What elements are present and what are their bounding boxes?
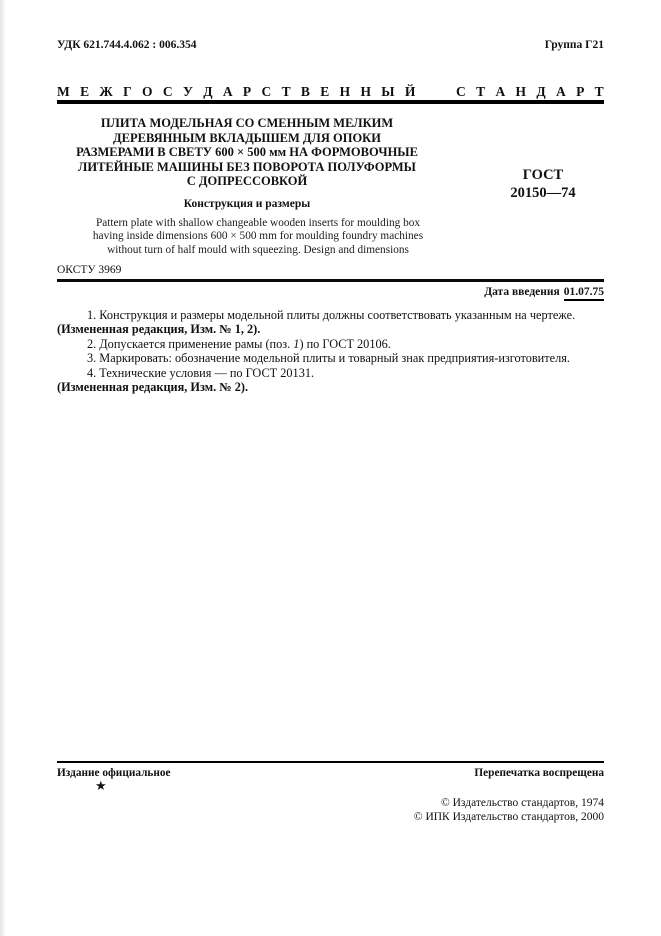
okstu-code: ОКСТУ 3969: [57, 264, 122, 276]
clause-2-position-ref: 1: [293, 336, 300, 351]
page-content-area: [57, 0, 604, 936]
reprint-prohibited-label: Перепечатка воспрещена: [474, 767, 604, 779]
english-annotation-line: having inside dimensions 600 × 500 mm for moulding foundry machines: [92, 230, 424, 243]
gost-designation-number: 20150—74: [510, 185, 576, 201]
english-annotation: [57, 217, 459, 257]
title-line: ЛИТЕЙНЫЕ МАШИНЫ БЕЗ ПОВОРОТА ПОЛУФОРМЫ: [78, 159, 416, 174]
title-line: С ДОПРЕССОВКОЙ: [186, 174, 308, 188]
clause-2-text: 2. Допускается применение рамы (поз.: [87, 336, 294, 351]
standard-type-header: М Е Ж Г О С У Д А Р С Т В Е Н Н Ы Й С Т А Н Д А Р Т: [57, 84, 604, 99]
copyright-block: [414, 797, 604, 824]
clause-1: 1. Конструкция и размеры модельной плиты должны соответствовать указанным на чертеже.: [87, 308, 576, 322]
udk-number: УДК 621.744.4.062 : 006.354: [57, 39, 197, 51]
gost-designation: [482, 166, 604, 202]
amendment-note-2: (Измененная редакция, Изм. № 2).: [57, 380, 249, 395]
clause-3: 3. Маркировать: обозначение модельной плиты и товарный знак предприятия-изготовителя.: [87, 351, 570, 366]
body-paragraphs: [57, 308, 604, 394]
title-line: ДЕРЕВЯННЫМ ВКЛАДЫШЕМ ДЛЯ ОПОКИ: [113, 130, 381, 145]
group-code: Группа Г21: [544, 39, 604, 51]
footer-row: [57, 767, 604, 779]
star-icon: ★: [95, 778, 107, 793]
introduction-date-value: 01.07.75: [564, 286, 604, 301]
masthead-row: [57, 39, 604, 51]
header-rule: [57, 100, 604, 104]
english-annotation-line: Pattern plate with shallow changeable wooden inserts for moulding box: [95, 217, 421, 229]
title-block: [57, 116, 437, 211]
english-annotation-line: without turn of half mould with squeezing. Design and dimensions: [107, 243, 409, 256]
clause-2-text-end: ) по ГОСТ 20106.: [299, 336, 391, 351]
clause-4: 4. Технические условия — по ГОСТ 20131.: [87, 365, 315, 380]
title-subtitle: Конструкция и размеры: [183, 197, 311, 210]
title-line: ПЛИТА МОДЕЛЬНАЯ СО СМЕННЫМ МЕЛКИМ: [100, 116, 394, 130]
introduction-date: [484, 286, 604, 298]
title-line: РАЗМЕРАМИ В СВЕТУ 600 × 500 мм НА ФОРМОВОЧНЫЕ: [76, 145, 418, 159]
clause-2: [57, 337, 604, 351]
copyright-line-2000: © ИПК Издательство стандартов, 2000: [413, 810, 604, 823]
okstu-rule: [57, 279, 604, 282]
footer-rule: [57, 761, 604, 763]
amendment-note-1: (Измененная редакция, Изм. № 1, 2).: [57, 322, 261, 337]
official-edition-label: Издание официальное: [57, 767, 171, 779]
introduction-date-label: Дата введения: [484, 286, 560, 298]
gost-designation-word: ГОСТ: [522, 167, 564, 183]
copyright-line-1974: © Издательство стандартов, 1974: [440, 797, 604, 809]
